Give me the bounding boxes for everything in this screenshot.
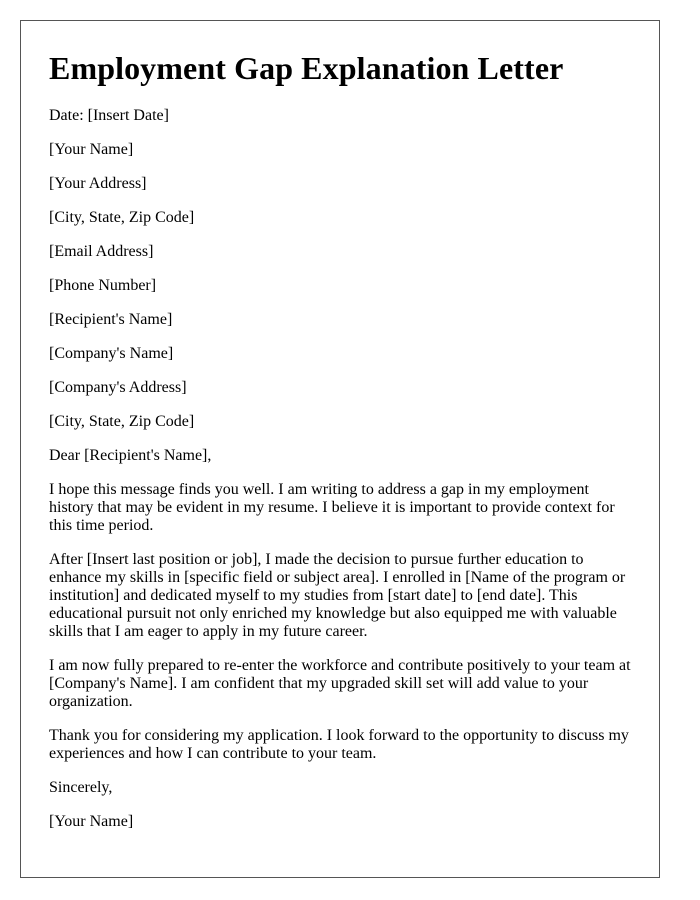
body-paragraph-education: After [Insert last position or job], I made the decision to pursue further education to enhance my skills in [specific field or subject area]. I enrolled in [Name of the program or institution] and dedicated myself to my studies from [start date] to [end date]. This educational pursuit not only enriched my knowledge but also equipped me with valuable skills that I am eager to apply in my future career. bbox=[49, 551, 626, 640]
letter-date: Date: [Insert Date] bbox=[49, 107, 169, 124]
sender-address: [Your Address] bbox=[49, 175, 147, 192]
sender-phone: [Phone Number] bbox=[49, 277, 157, 294]
recipient-city-state-zip: [City, State, Zip Code] bbox=[49, 413, 195, 430]
sender-city-state-zip: [City, State, Zip Code] bbox=[49, 209, 195, 226]
signature: [Your Name] bbox=[49, 813, 134, 830]
recipient-company-address: [Company's Address] bbox=[49, 379, 187, 396]
recipient-company: [Company's Name] bbox=[49, 345, 174, 362]
salutation: Dear [Recipient's Name], bbox=[49, 447, 212, 464]
body-paragraph-thanks: Thank you for considering my application. I look forward to the opportunity to discuss my experiences and how I can contribute to your team. bbox=[49, 727, 629, 762]
closing: Sincerely, bbox=[49, 779, 113, 796]
letter-title: Employment Gap Explanation Letter bbox=[49, 50, 564, 86]
body-paragraph-readiness: I am now fully prepared to re-enter the workforce and contribute positively to your team at [Company's Name]. I am confident that my upgraded skill set will add value to your organization. bbox=[49, 657, 631, 710]
sender-email: [Email Address] bbox=[49, 243, 154, 260]
body-paragraph-intro: I hope this message finds you well. I am writing to address a gap in my employment history that may be evident in my resume. I believe it is important to provide context for this time period. bbox=[49, 481, 615, 534]
sender-name: [Your Name] bbox=[49, 141, 134, 158]
letter-document bbox=[20, 20, 660, 878]
recipient-name: [Recipient's Name] bbox=[49, 311, 173, 328]
